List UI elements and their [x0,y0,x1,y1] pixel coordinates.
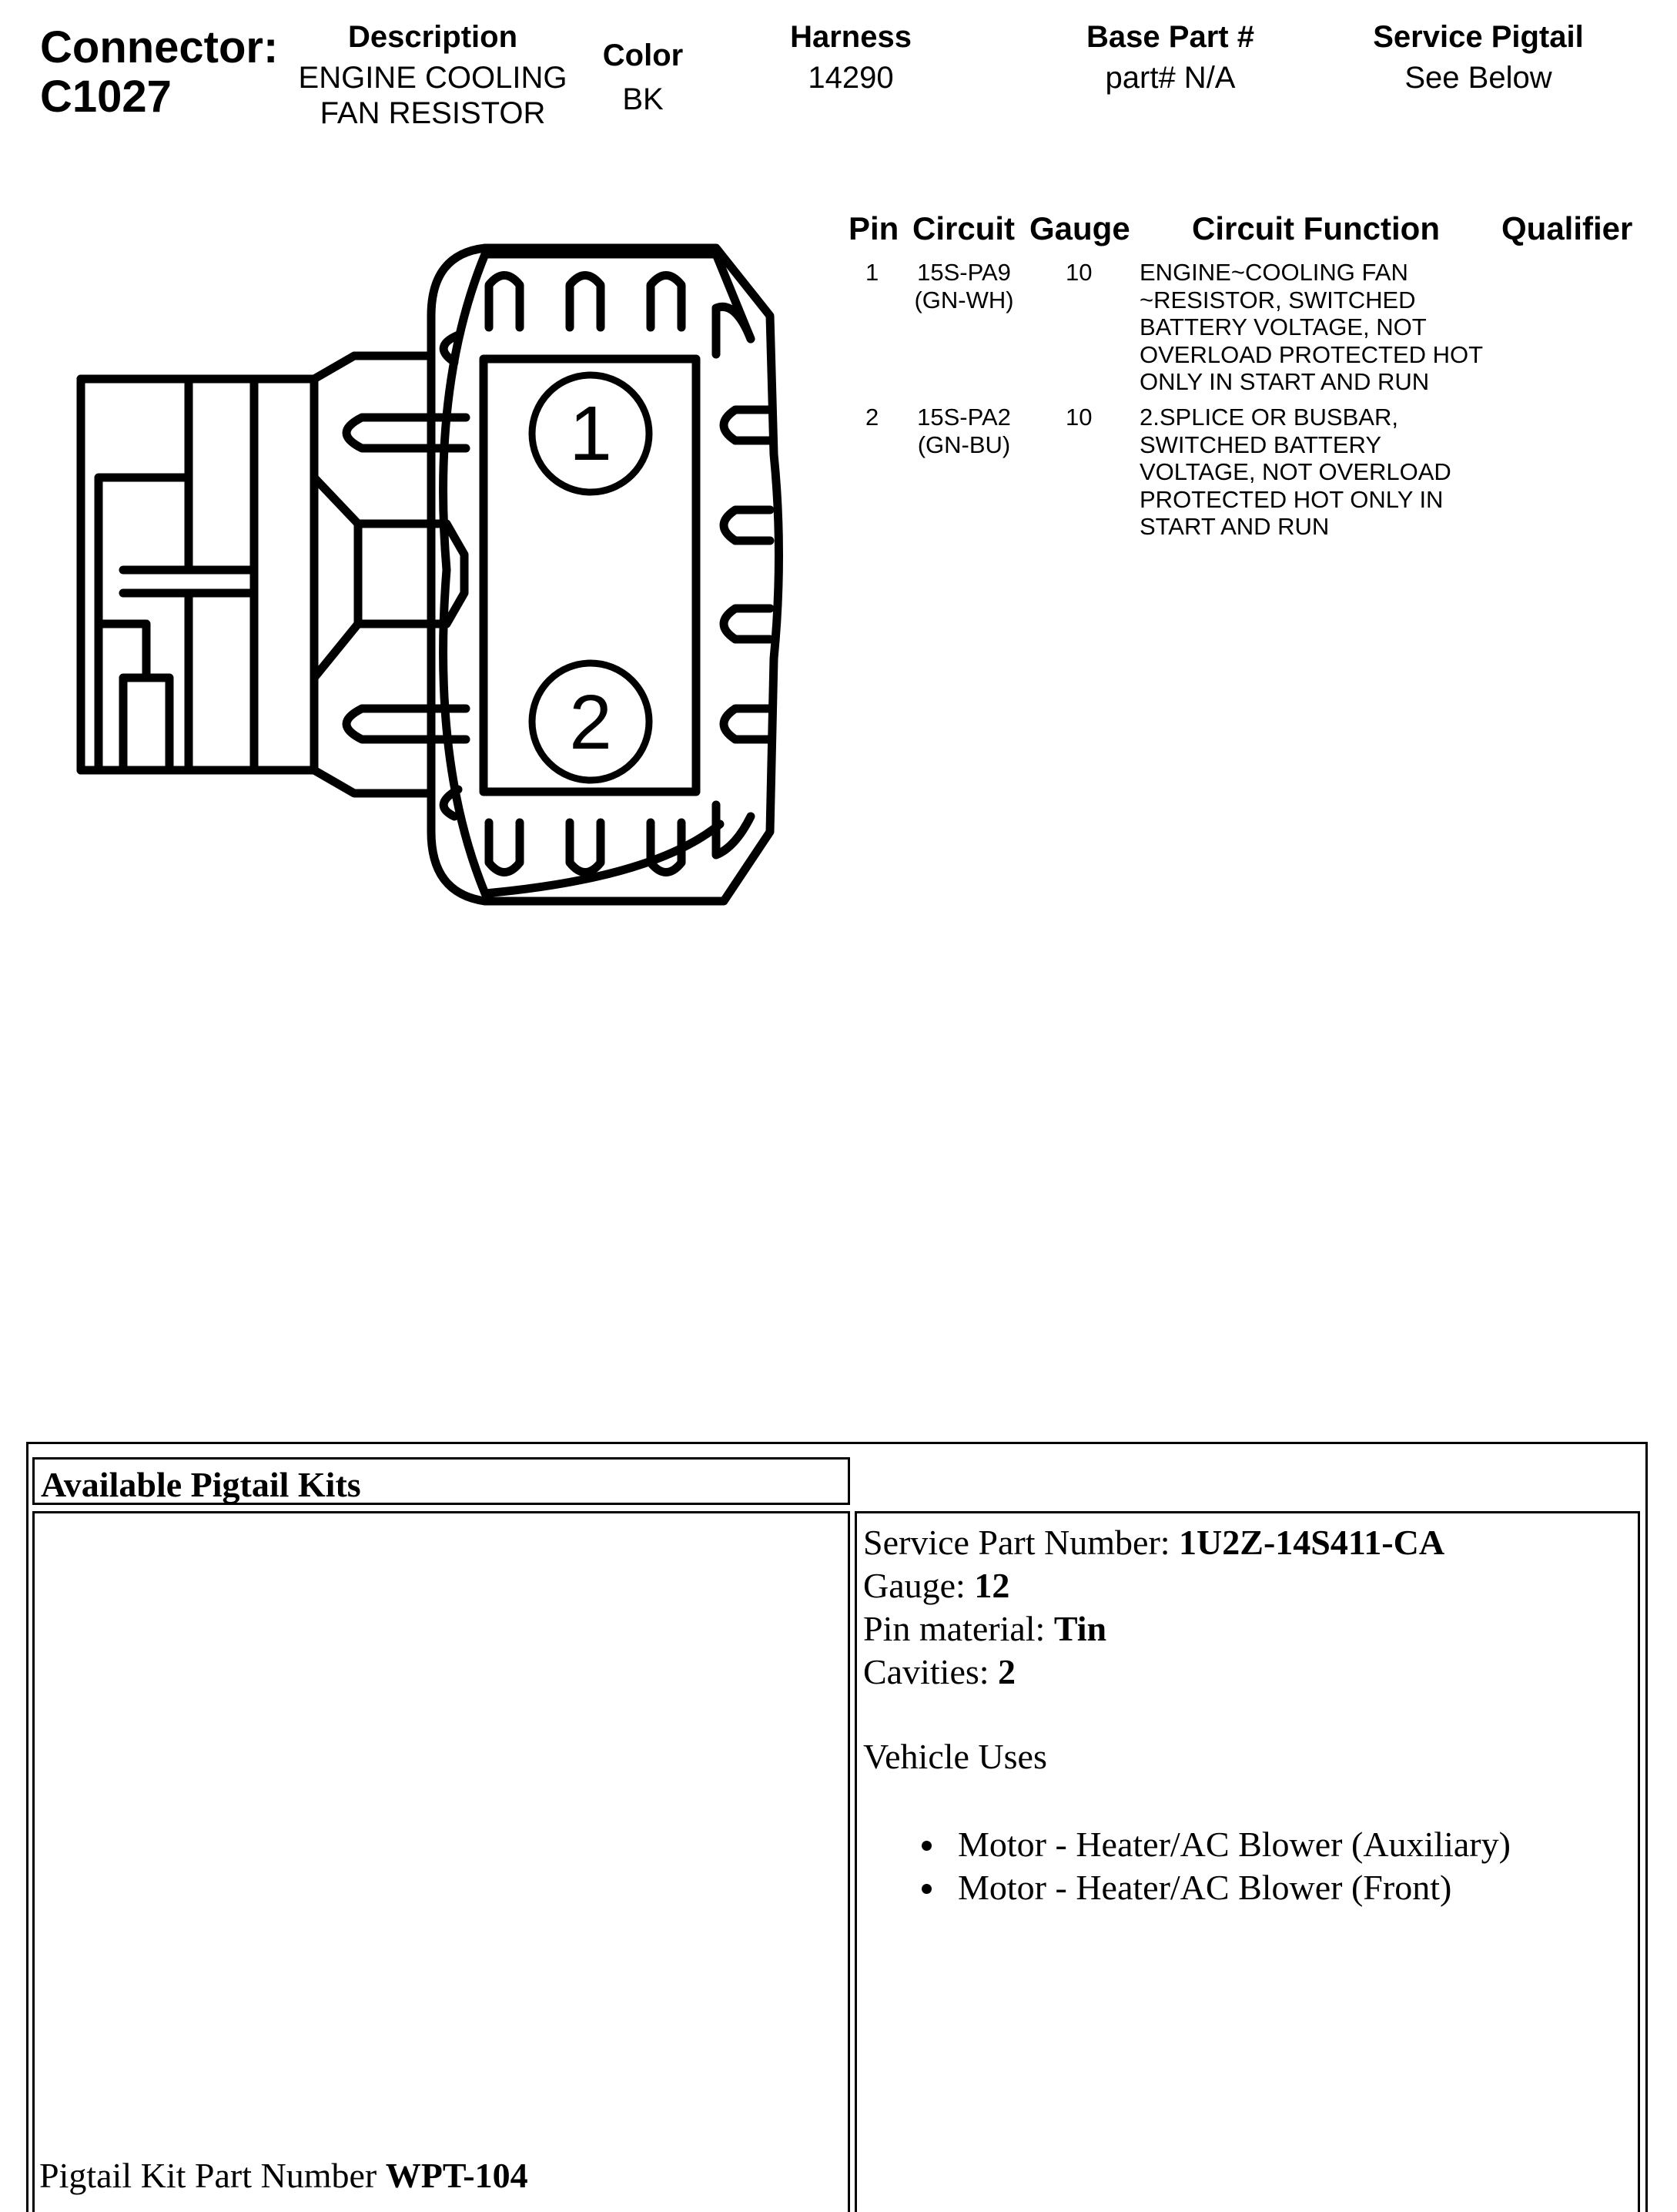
vehicle-use-label: Motor - Heater/AC Blower (Auxiliary) [958,1825,1511,1864]
list-item [922,1866,1511,1909]
pin-1-number: 1 [569,390,612,477]
pigtail-gauge-label: Gauge: [863,1566,975,1605]
bullet-icon [922,1884,932,1894]
kit-part-value: WPT-104 [385,2156,528,2195]
pigtail-kits-heading: Available Pigtail Kits [41,1465,361,1504]
connector-label: Connector: [40,22,279,72]
color-heading: Color [602,39,684,72]
base-part-column [1047,18,1294,96]
service-part-label: Service Part Number: [863,1523,1180,1562]
row-1-gauge: 10 [1066,259,1093,286]
pin-header: Pin [849,210,899,246]
right-ribs [724,410,770,739]
pigtail-kit-part-number [39,2154,528,2197]
qualifier-header: Qualifier [1501,210,1633,246]
color-value: BK [622,82,664,116]
harness-heading: Harness [790,20,912,54]
row-1-function-line: OVERLOAD PROTECTED HOT [1140,340,1484,368]
row-2-circuit [909,404,1019,458]
row-1-function-line: ENGINE~COOLING FAN [1140,259,1408,286]
base-part-heading: Base Part # [1086,20,1254,54]
pigtail-kits-header-cell [32,1457,850,1505]
pin-2-number: 2 [569,679,612,766]
cavities-label: Cavities: [863,1652,999,1691]
pin-material [863,1607,1511,1651]
row-1-function [1140,259,1483,396]
description-line2: FAN RESISTOR [320,96,546,130]
bullet-icon [922,1841,932,1851]
bottom-ribs [489,805,751,873]
service-pigtail-heading: Service Pigtail [1373,20,1584,54]
pigtail-gauge [863,1564,1511,1607]
row-2-circuit-color: (GN-BU) [917,431,1011,458]
service-pigtail-value: See Below [1404,61,1552,95]
latch-notch [99,624,169,770]
circuit-function-header: Circuit Function [1192,210,1440,246]
list-item [922,1823,1511,1866]
service-pigtail-column [1347,18,1609,96]
vehicle-use-label: Motor - Heater/AC Blower (Front) [958,1868,1452,1907]
pigtail-specs [863,1521,1511,1909]
base-part-value: part# N/A [1105,61,1236,95]
latch-body-outline [81,379,314,770]
harness-column [755,18,947,96]
pigtail-kit-image-cell [32,1511,850,2212]
row-2-gauge: 10 [1066,404,1093,431]
latch-inner-lines [123,379,254,770]
row-2-function [1140,404,1451,541]
row-1-circuit [909,259,1019,313]
description-column [279,18,587,131]
row-2-function-line: 2.SPLICE OR BUSBAR, [1140,404,1398,431]
service-part-number [863,1521,1511,1564]
row-2-pin: 2 [865,404,879,431]
circuit-header: Circuit [912,210,1016,246]
pigtail-gauge-value: 12 [974,1566,1010,1605]
top-ribs [489,276,751,355]
cavities-value: 2 [998,1652,1016,1691]
row-2-function-line: START AND RUN [1140,513,1330,540]
row-2-circuit-id: 15S-PA2 [917,404,1011,431]
connector-id: C1027 [40,72,172,122]
connector-title [40,23,278,122]
vehicle-uses-list [922,1823,1511,1909]
kit-part-label: Pigtail Kit Part Number [39,2156,386,2195]
row-1-function-line: ~RESISTOR, SWITCHED [1140,286,1416,313]
row-1-function-line: BATTERY VOLTAGE, NOT [1140,313,1427,340]
gauge-header: Gauge [1029,210,1130,246]
row-1-circuit-color: (GN-WH) [914,286,1014,313]
cavities [863,1651,1511,1694]
row-1-function-line: ONLY IN START AND RUN [1140,368,1430,395]
pigtail-info-cell [855,1511,1640,2212]
row-2-function-line: VOLTAGE, NOT OVERLOAD [1140,458,1451,485]
pin-material-label: Pin material: [863,1609,1054,1648]
row-1-circuit-id: 15S-PA9 [917,259,1011,286]
row-2-function-line: PROTECTED HOT ONLY IN [1140,485,1444,513]
vehicle-uses-heading: Vehicle Uses [863,1737,1047,1776]
row-2-function-line: SWITCHED BATTERY [1140,431,1382,458]
pin-material-value: Tin [1053,1609,1107,1648]
harness-value: 14290 [808,61,894,95]
service-part-value: 1U2Z-14S411-CA [1179,1523,1445,1562]
connector-face-diagram [0,231,824,924]
housing-inner-curve [444,254,751,893]
description-heading: Description [347,20,518,54]
description-line1: ENGINE COOLING [298,61,567,95]
row-1-pin: 1 [865,259,879,286]
color-column [585,37,701,117]
